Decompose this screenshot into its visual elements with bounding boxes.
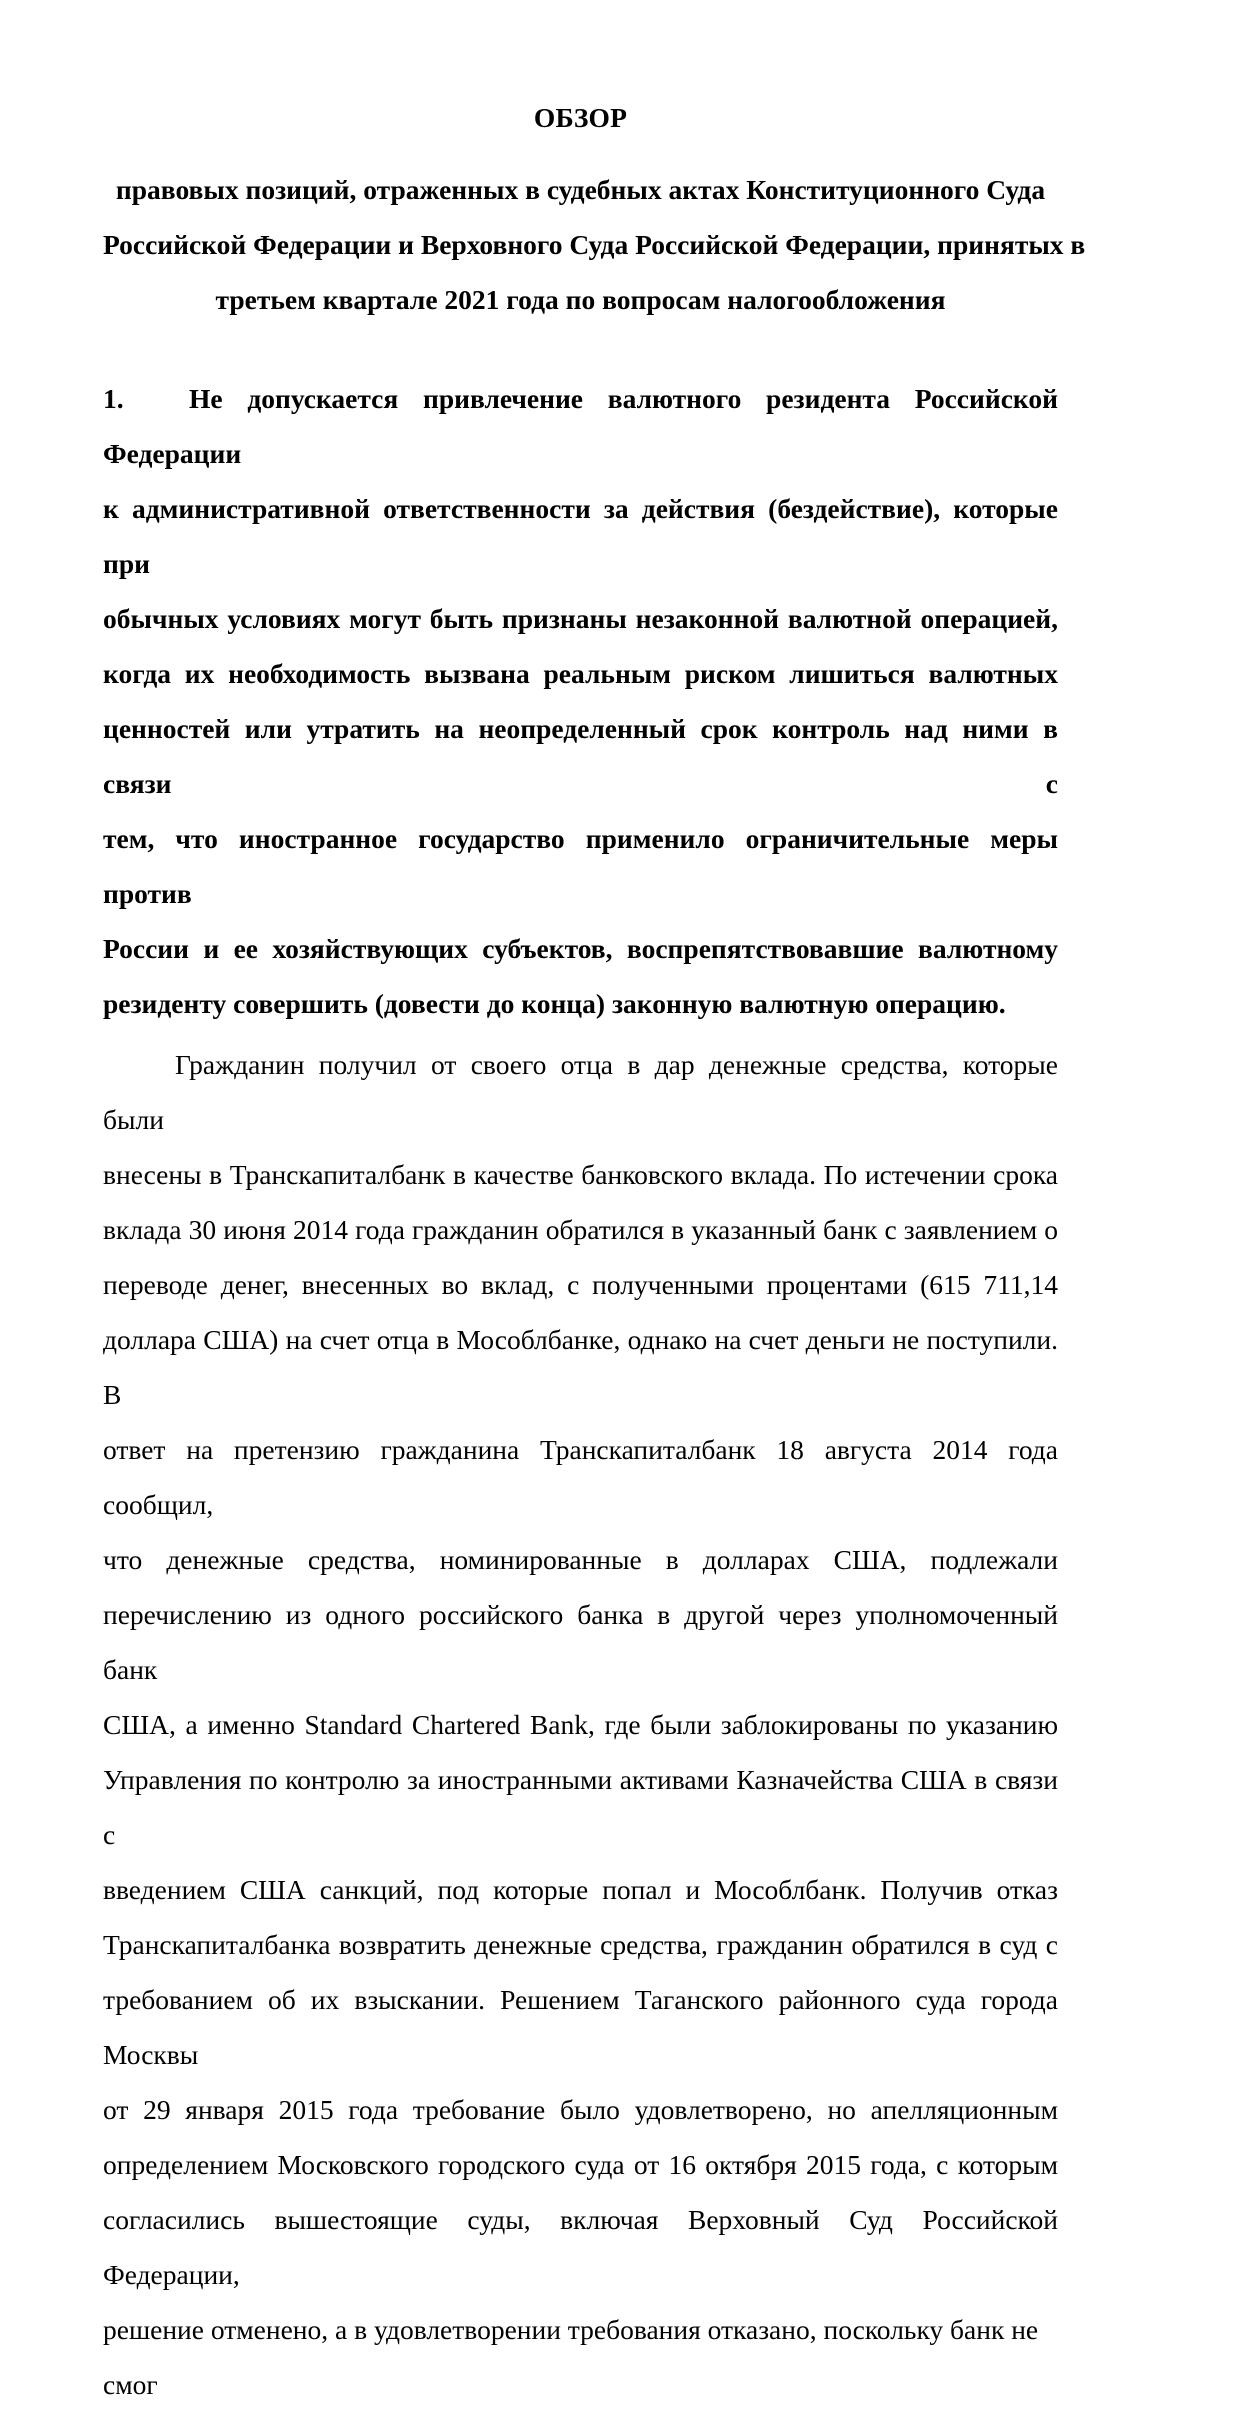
thesis-first-line [103,371,1058,481]
body-line: решение отменено, а в удовлетворении требования отказано, поскольку банк не смог [103,2313,1039,2400]
body-line: доллара США) на счет отца в Мособлбанке, однако на счет деньги не поступили. В [103,1323,1058,1410]
document-subtitle [103,162,1086,327]
body-line: введением США санкций, под которые попал и Мособлбанк. Получив отказ [103,1873,1058,1905]
body-line: требованием об их взыскании. Решением Таганского районного суда города Москвы [103,1983,1058,2070]
thesis-line: резиденту совершить (довести до конца) законную валютную операцию. [103,987,1006,1019]
body-first-line [103,1037,1058,1147]
case-description-paragraph [103,1037,1058,2412]
page-title: ОБЗОР [533,102,628,133]
body-line: что денежные средства, номинированные в долларах США, подлежали [103,1543,1058,1575]
body-line: от 29 января 2015 года требование было удовлетворено, но апелляционным [103,2093,1058,2125]
body-line: Гражданин получил от своего отца в дар денежные средства, которые были [103,1048,1058,1135]
subtitle-line: третьем квартале 2021 года по вопросам налогообложения [215,283,946,315]
body-line: США, а именно Standard Chartered Bank, где были заблокированы по указанию [103,1708,1058,1740]
body-line: Транскапиталбанка возвратить денежные средства, гражданин обратился в суд с [103,1928,1058,1960]
body-line: Управления по контролю за иностранными активами Казначейства США в связи с [103,1763,1058,1850]
thesis-line: обычных условиях могут быть признаны незаконной валютной операцией, [103,602,1058,634]
thesis-line: Не допускается привлечение валютного резидента Российской Федерации [103,382,1058,469]
page-content [103,102,1086,2412]
thesis-line: тем, что иностранное государство применило ограничительные меры против [103,822,1058,909]
thesis-line: России и ее хозяйствующих субъектов, воспрепятствовавшие валютному [103,932,1058,964]
thesis-number: 1. [103,382,124,414]
body-line: перечислению из одного российского банка в другой через уполномоченный банк [103,1598,1058,1685]
body-line: внесены в Транскапиталбанк в качестве банковского вклада. По истечении срока [103,1158,1058,1190]
legal-thesis-paragraph [103,371,1058,1031]
body-line: согласились вышестоящие суды, включая Верховный Суд Российской Федерации, [103,2203,1058,2290]
thesis-line: к административной ответственности за действия (бездействие), которые при [103,492,1058,579]
subtitle-line: правовых позиций, отраженных в судебных актах Конституционного Суда [115,173,1046,205]
body-line: ответ на претензию гражданина Транскапиталбанк 18 августа 2014 года сообщил, [103,1433,1058,1520]
body-line: переводе денег, внесенных во вклад, с полученными процентами (615 711,14 [103,1268,1058,1300]
body-line: вклада 30 июня 2014 года гражданин обратился в указанный банк с заявлением о [103,1213,1058,1245]
thesis-line: когда их необходимость вызвана реальным риском лишиться валютных [103,657,1058,689]
subtitle-line: Российской Федерации и Верховного Суда Российской Федерации, принятых в [103,228,1086,260]
body-line: определением Московского городского суда от 16 октября 2015 года, с которым [103,2148,1058,2180]
thesis-line: ценностей или утратить на неопределенный срок контроль над ними в связи с [103,712,1058,799]
